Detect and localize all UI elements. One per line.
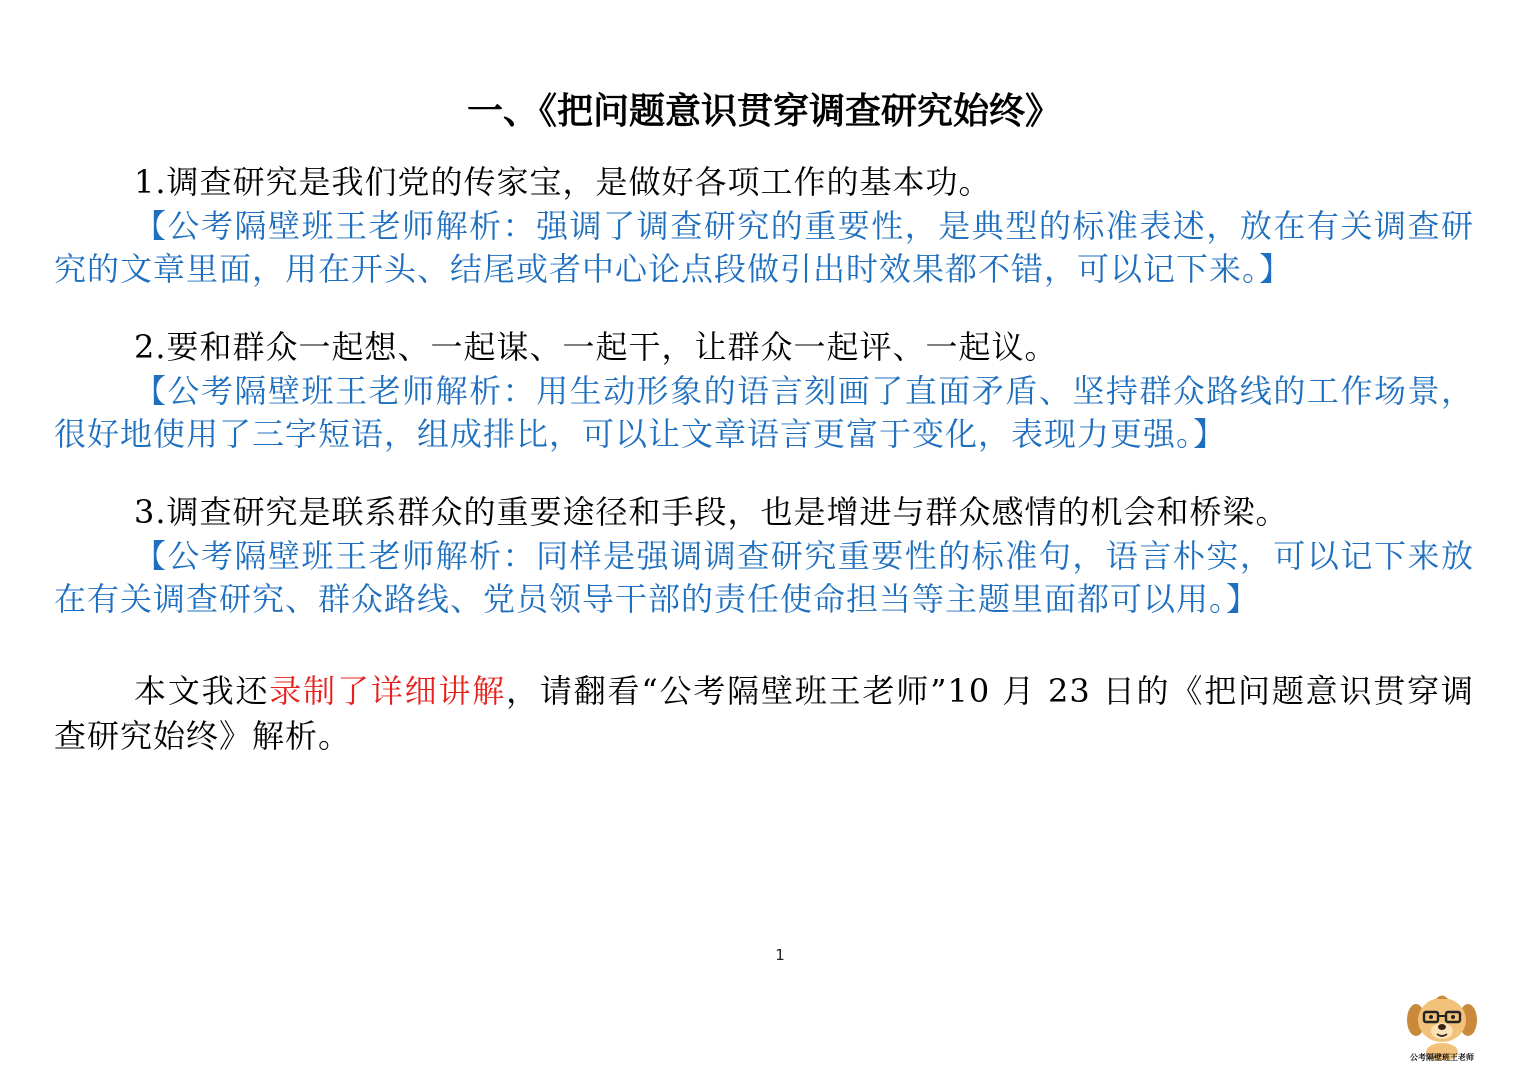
page-number: 1: [775, 946, 785, 964]
cartoon-dog-with-glasses-icon: [1402, 990, 1482, 1060]
page-title: 一、《把问题意识贯穿调查研究始终》: [466, 91, 1061, 132]
list-item: [54, 490, 1474, 621]
outro-highlight: 录制了详细讲解: [269, 672, 507, 710]
list-item: [54, 160, 1474, 291]
item-note: 【公考隔壁班王老师解析：同样是强调调查研究重要性的标准句，语言朴实，可以记下来放在有关调查研究、群众路线、党员领导干部的责任使命担当等主题里面都可以用。】: [54, 537, 1474, 618]
document-body: [54, 160, 1474, 759]
outro-after: ，请翻看“公考隔壁班王老师”10 月 23 日的《把问题意识贯穿调查研究始终》解析。: [54, 672, 1474, 755]
item-text: 1.调查研究是我们党的传家宝，是做好各项工作的基本功。: [134, 163, 992, 201]
item-text: 3.调查研究是联系群众的重要途径和手段，也是增进与群众感情的机会和桥梁。: [134, 493, 1289, 531]
item-note: 【公考隔壁班王老师解析：用生动形象的语言刻画了直面矛盾、坚持群众路线的工作场景，很好地使用了三字短语，组成排比，可以让文章语言更富于变化，表现力更强。】: [54, 372, 1474, 453]
item-note: 【公考隔壁班王老师解析：强调了调查研究的重要性，是典型的标准表述，放在有关调查研究的文章里面，用在开头、结尾或者中心论点段做引出时效果都不错，可以记下来。】: [54, 207, 1474, 288]
list-item: [54, 325, 1474, 456]
logo-caption: 公考隔壁班王老师: [1410, 1053, 1474, 1062]
outro-paragraph: [54, 669, 1474, 759]
item-text: 2.要和群众一起想、一起谋、一起干，让群众一起评、一起议。: [134, 328, 1058, 366]
outro-before: 本文我还: [134, 672, 270, 710]
